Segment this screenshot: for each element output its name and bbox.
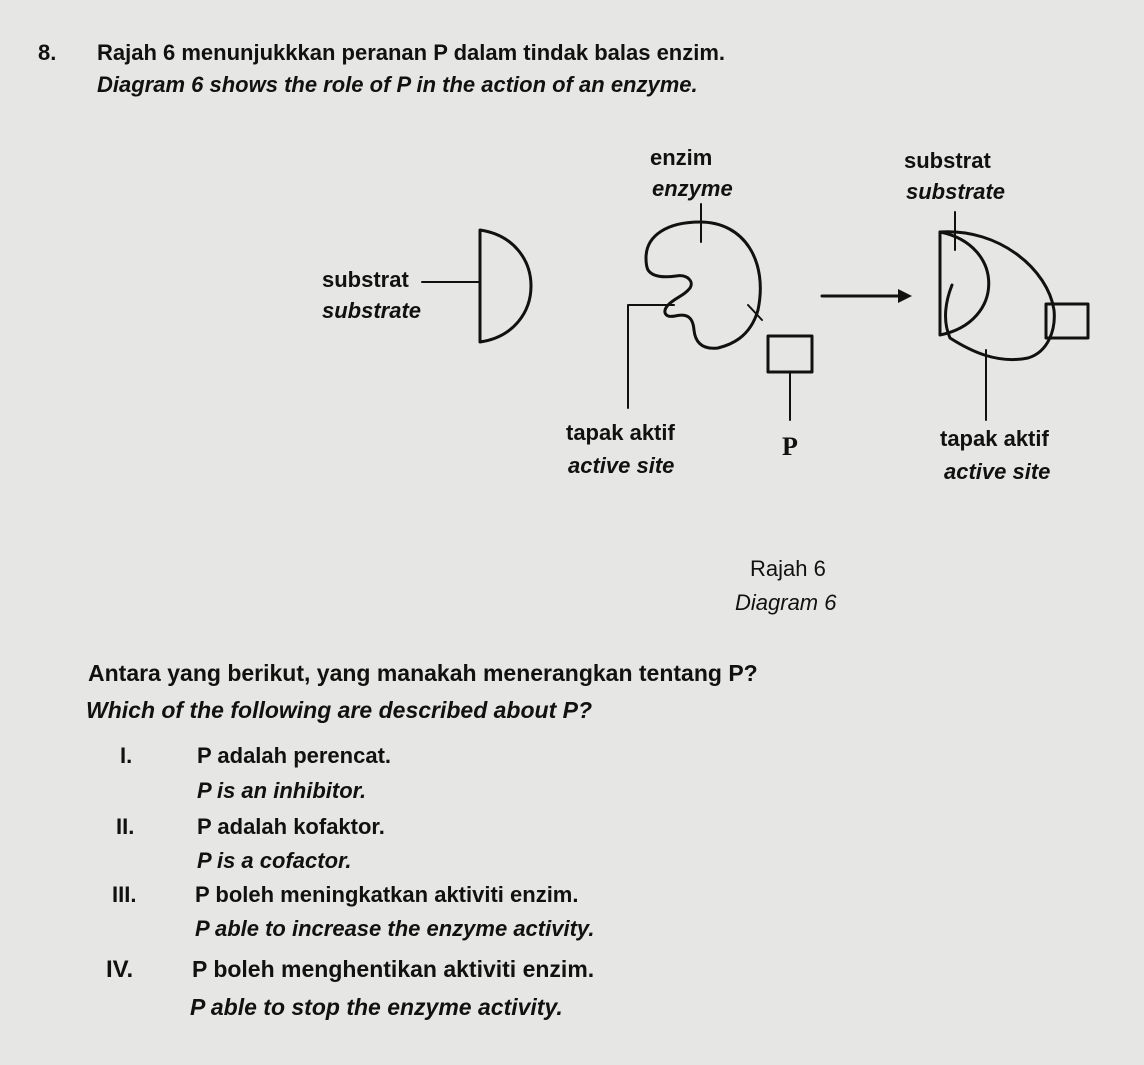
prompt-malay: Antara yang berikut, yang manakah menerangkan tentang P? xyxy=(88,660,758,686)
label-substrate-right-malay: substrat xyxy=(904,148,991,173)
reaction-arrow-head xyxy=(898,289,912,303)
diagram-caption-english: Diagram 6 xyxy=(735,590,837,615)
free-substrate-shape xyxy=(480,230,531,342)
active-site-left-leader xyxy=(628,305,674,408)
option-text-malay-1: P adalah perencat. xyxy=(197,743,392,768)
option-numeral-4: IV. xyxy=(106,956,134,983)
label-p: P xyxy=(782,432,798,461)
label-enzyme-malay: enzim xyxy=(650,145,713,170)
question-number: 8. xyxy=(38,40,57,65)
enzyme-shape xyxy=(646,222,760,348)
option-numeral-3: III. xyxy=(112,882,137,907)
label-substrate-left-malay: substrat xyxy=(322,267,409,292)
diagram-caption-malay: Rajah 6 xyxy=(750,556,826,581)
option-text-english-1: P is an inhibitor. xyxy=(197,778,367,803)
option-text-malay-3: P boleh meningkatkan aktiviti enzim. xyxy=(195,882,579,907)
label-active-site-right-malay: tapak aktif xyxy=(940,426,1049,451)
option-text-english-2: P is a cofactor. xyxy=(197,848,352,873)
complex-substrate-shape xyxy=(940,232,989,335)
option-text-english-3: P able to increase the enzyme activity. xyxy=(195,916,595,941)
label-substrate-right-english: substrate xyxy=(906,179,1006,204)
label-active-site-left-malay: tapak aktif xyxy=(566,420,675,445)
label-active-site-right-english: active site xyxy=(944,459,1051,484)
question-stem-english: Diagram 6 shows the role of P in the action of an enzyme. xyxy=(97,72,698,97)
option-numeral-2: II. xyxy=(116,814,135,839)
prompt-english: Which of the following are described about P? xyxy=(86,697,593,723)
question-stem-malay: Rajah 6 menunjukkkan peranan P dalam tindak balas enzim. xyxy=(97,40,726,65)
option-numeral-1: I. xyxy=(120,743,133,768)
option-text-malay-2: P adalah kofaktor. xyxy=(197,814,385,839)
complex-enzyme-shape xyxy=(940,232,1054,360)
molecule-p-square xyxy=(768,336,812,372)
label-enzyme-english: enzyme xyxy=(652,176,733,201)
label-substrate-left-english: substrate xyxy=(322,298,422,323)
label-active-site-left-english: active site xyxy=(568,453,675,478)
option-text-english-4: P able to stop the enzyme activity. xyxy=(190,994,563,1020)
option-text-malay-4: P boleh menghentikan aktiviti enzim. xyxy=(192,956,595,982)
